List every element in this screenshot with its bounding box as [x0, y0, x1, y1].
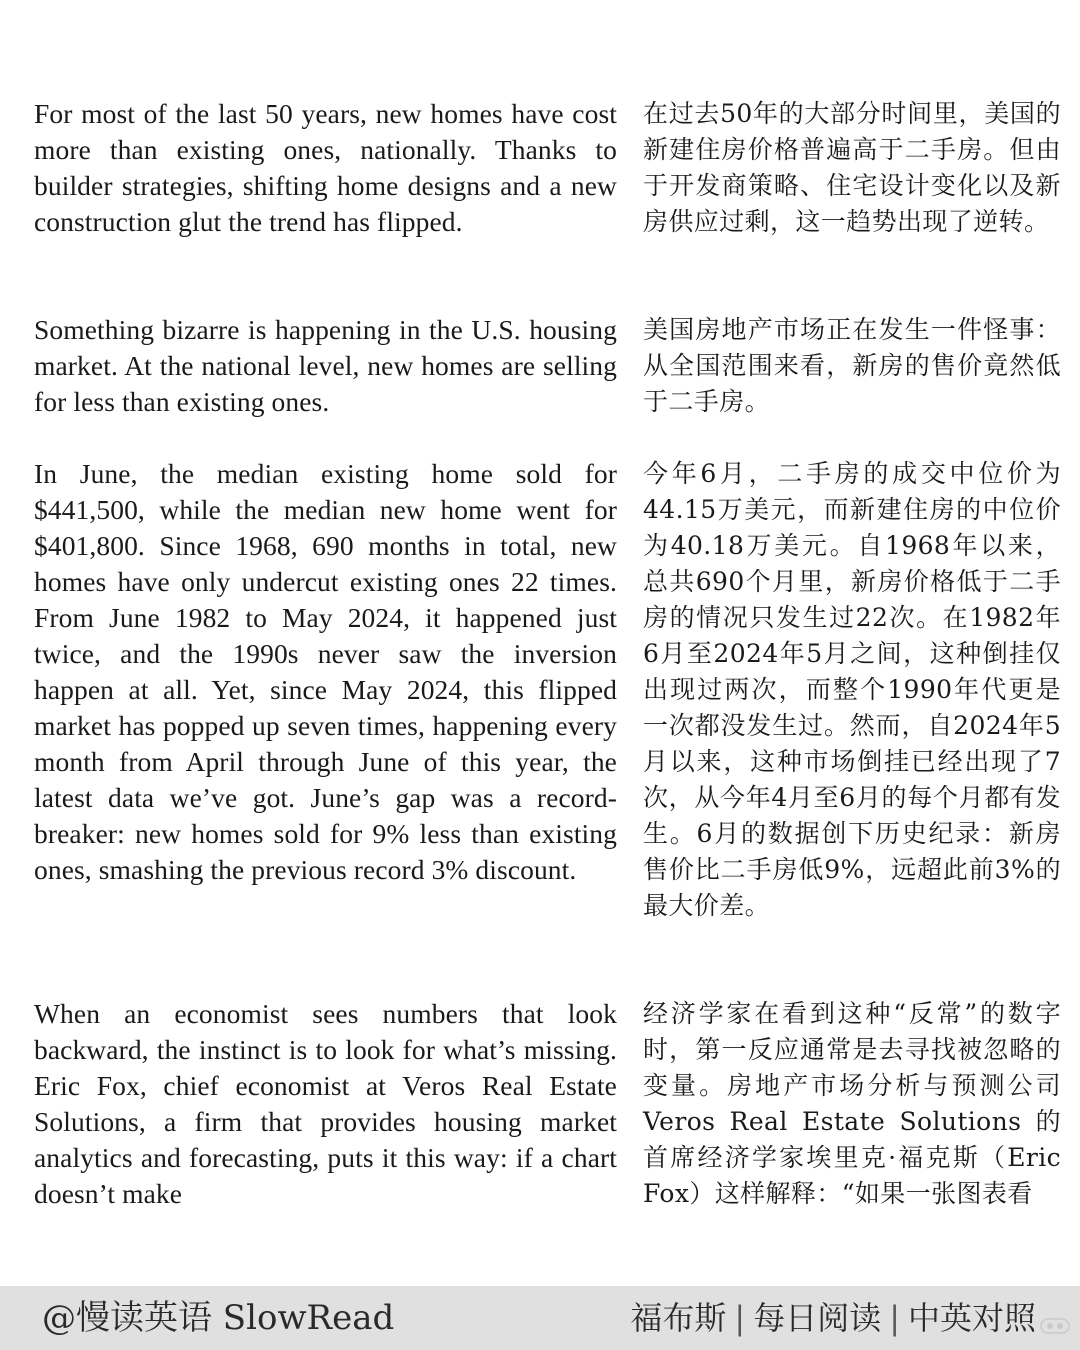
chinese-paragraph-4: 经济学家在看到这种“反常”的数字时，第一反应通常是去寻找被忽略的变量。房地产市场分析与预测公司Veros Real Estate Solutions 的首席经济学家埃里克·福克斯（Eric Fox）这样解释：“如果一张图表看	[643, 999, 1061, 1208]
english-paragraph-4: When an economist sees numbers that look backward, the instinct is to look for what’s missing. Eric Fox, chief economist at Veros Real Estate Solutions, a firm that provides housing market analytics and forecasting, puts it this way: if a chart doesn’t make	[34, 998, 617, 1209]
tag-separator: |	[889, 1299, 900, 1337]
tag-bilingual: 中英对照	[907, 1299, 1036, 1337]
english-paragraph-1: For most of the last 50 years, new homes have cost more than existing ones, nationally. Thanks to builder strategies, shifting home designs and a new construction glut the trend has flipped.	[34, 98, 617, 237]
english-paragraph-3: In June, the median existing home sold for $441,500, while the median new home went for $401,800. Since 1968, 690 months in total, new homes have only undercut existing ones 22 times. From June 1982 to May 2024, it happened just twice, and the 1990s never saw the inversion happen at all. Yet, since May 2024, this flipped market has popped up seven times, happening every month from April through June of this year, the latest data we’ve got. June’s gap was a record-breaker: new homes sold for 9% less than existing ones, smashing the previous record 3% discount.	[34, 458, 617, 885]
chinese-paragraph-2: 美国房地产市场正在发生一件怪事：从全国范围来看，新房的售价竟然低于二手房。	[643, 315, 1061, 416]
brand-handle: @慢读英语 SlowRead	[42, 1298, 395, 1338]
footer-bar	[0, 1286, 1080, 1350]
tag-source: 福布斯	[630, 1299, 727, 1337]
footer-tags	[630, 1296, 1036, 1340]
tag-separator: |	[734, 1299, 746, 1337]
watermark-icon	[1040, 1316, 1070, 1336]
english-paragraph-2: Something bizarre is happening in the U.S. housing market. At the national level, new homes are selling for less than existing ones.	[34, 314, 617, 417]
tag-daily-reading: 每日阅读	[753, 1299, 882, 1337]
chinese-paragraph-3: 今年6月，二手房的成交中位价为44.15万美元，而新建住房的中位价为40.18万美元。自1968年以来，总共690个月里，新房价格低于二手房的情况只发生过22次。在1982年6月至2024年5月之间，这种倒挂仅出现过两次，而整个1990年代更是一次都没发生过。然而，自2024年5月以来，这种市场倒挂已经出现了7次，从今年4月至6月的每个月都有发生。6月的数据创下历史纪录：新房售价比二手房低9%，远超此前3%的最大价差。	[643, 459, 1061, 920]
chinese-paragraph-1: 在过去50年的大部分时间里，美国的新建住房价格普遍高于二手房。但由于开发商策略、住宅设计变化以及新房供应过剩，这一趋势出现了逆转。	[643, 99, 1061, 236]
